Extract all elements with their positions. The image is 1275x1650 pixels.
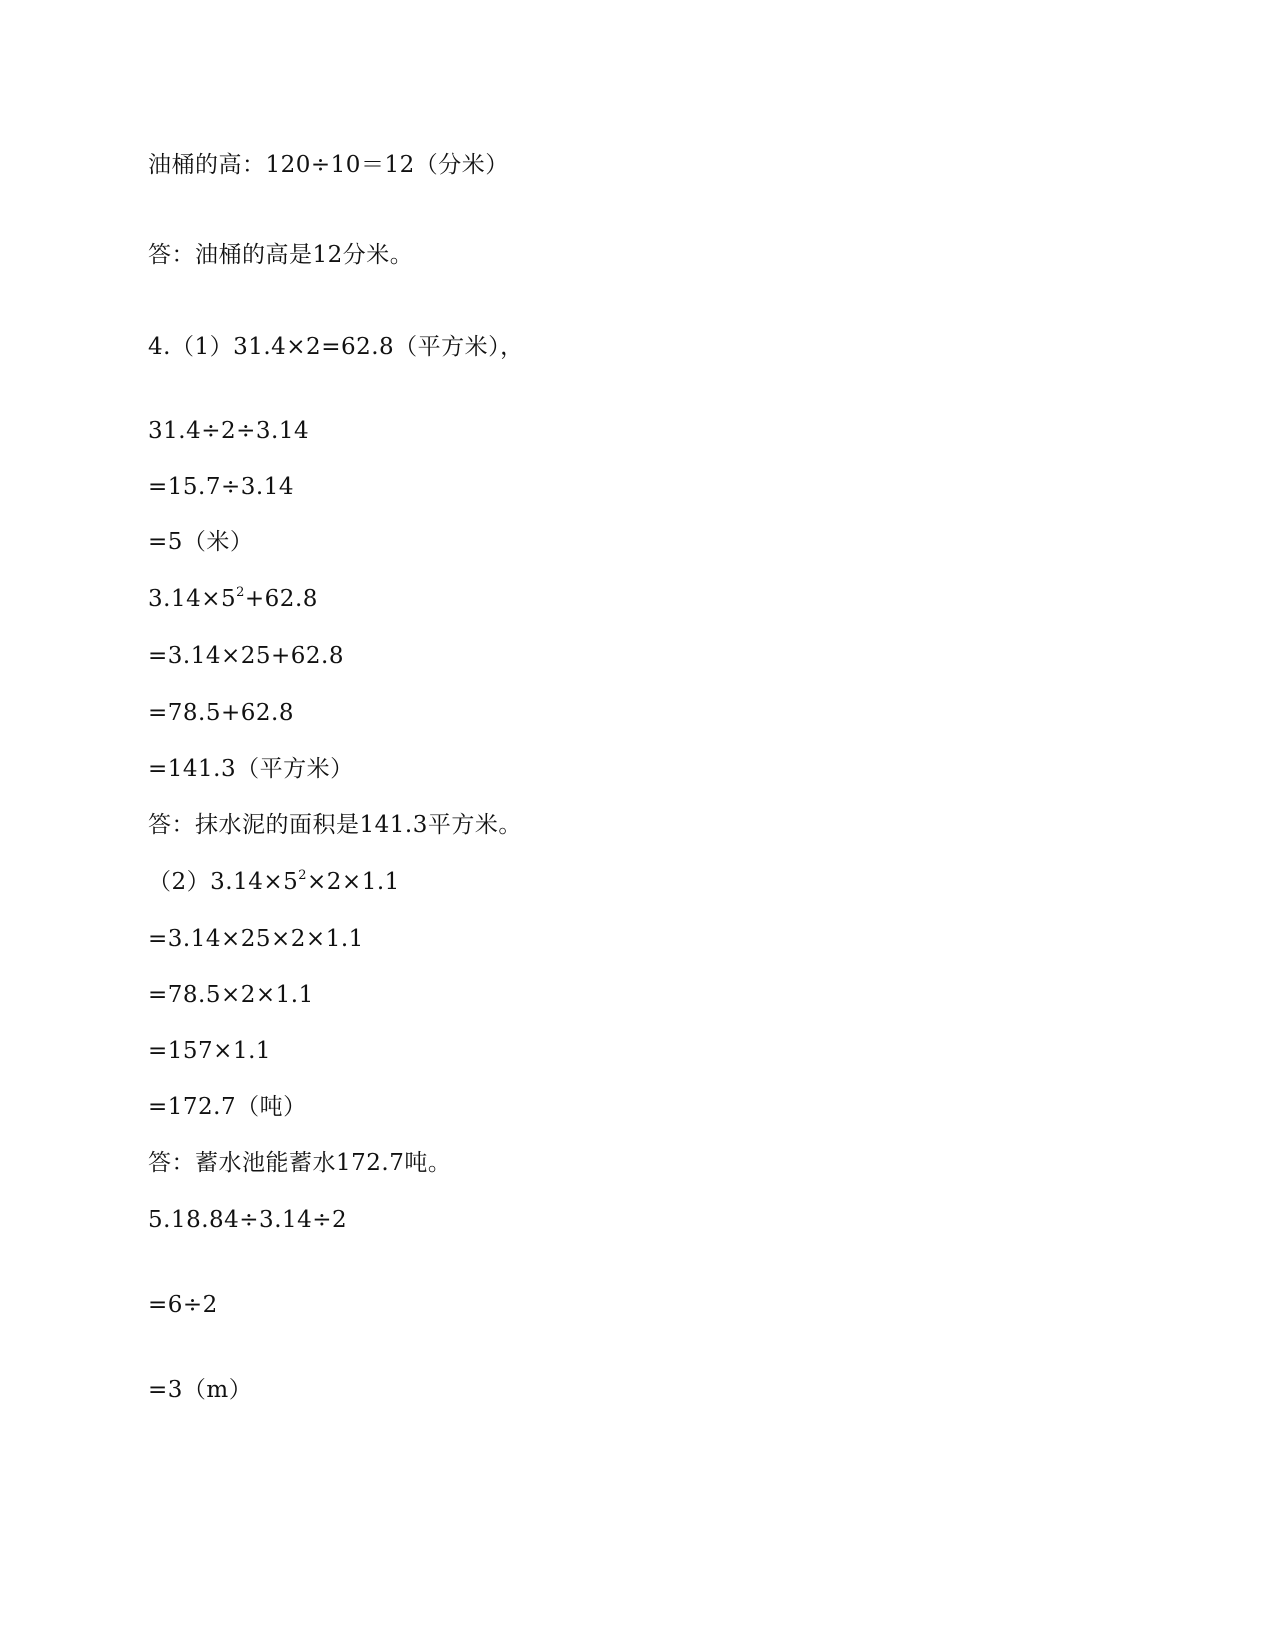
answer-line: 答：蓄水池能蓄水172.7吨。 [148,1150,452,1176]
question-heading: 4.（1）31.4×2=62.8（平方米）， [148,334,524,360]
text-line: 油桶的高：120÷10＝12（分米） [148,152,509,178]
calc-line: =3.14×25+62.8 [148,643,345,669]
calc-line: =78.5×2×1.1 [148,982,314,1008]
answer-line: 答：油桶的高是12分米。 [148,242,414,268]
calc-part: ×2×1.1 [307,869,400,895]
calc-part: 3.14×5 [148,586,237,612]
calc-line: 31.4÷2÷3.14 [148,418,310,444]
calc-line: =6÷2 [148,1292,218,1318]
calc-part: （2）3.14×5 [148,869,299,895]
calc-part: +62.8 [244,586,318,612]
calc-line: =15.7÷3.14 [148,474,294,500]
calc-line [148,584,318,614]
exponent: 2 [298,868,308,883]
calc-line: =157×1.1 [148,1038,272,1064]
calc-line: =78.5+62.8 [148,700,294,726]
calc-line: =3（m） [148,1377,253,1403]
calc-line: =141.3（平方米） [148,756,354,782]
question-heading [148,867,400,897]
question-heading: 5.18.84÷3.14÷2 [148,1207,348,1233]
exponent: 2 [236,585,245,600]
calc-line: =172.7（吨） [148,1094,307,1120]
calc-line: =5（米） [148,529,254,555]
answer-line: 答：抹水泥的面积是141.3平方米。 [148,812,522,838]
calc-line: =3.14×25×2×1.1 [148,926,364,952]
